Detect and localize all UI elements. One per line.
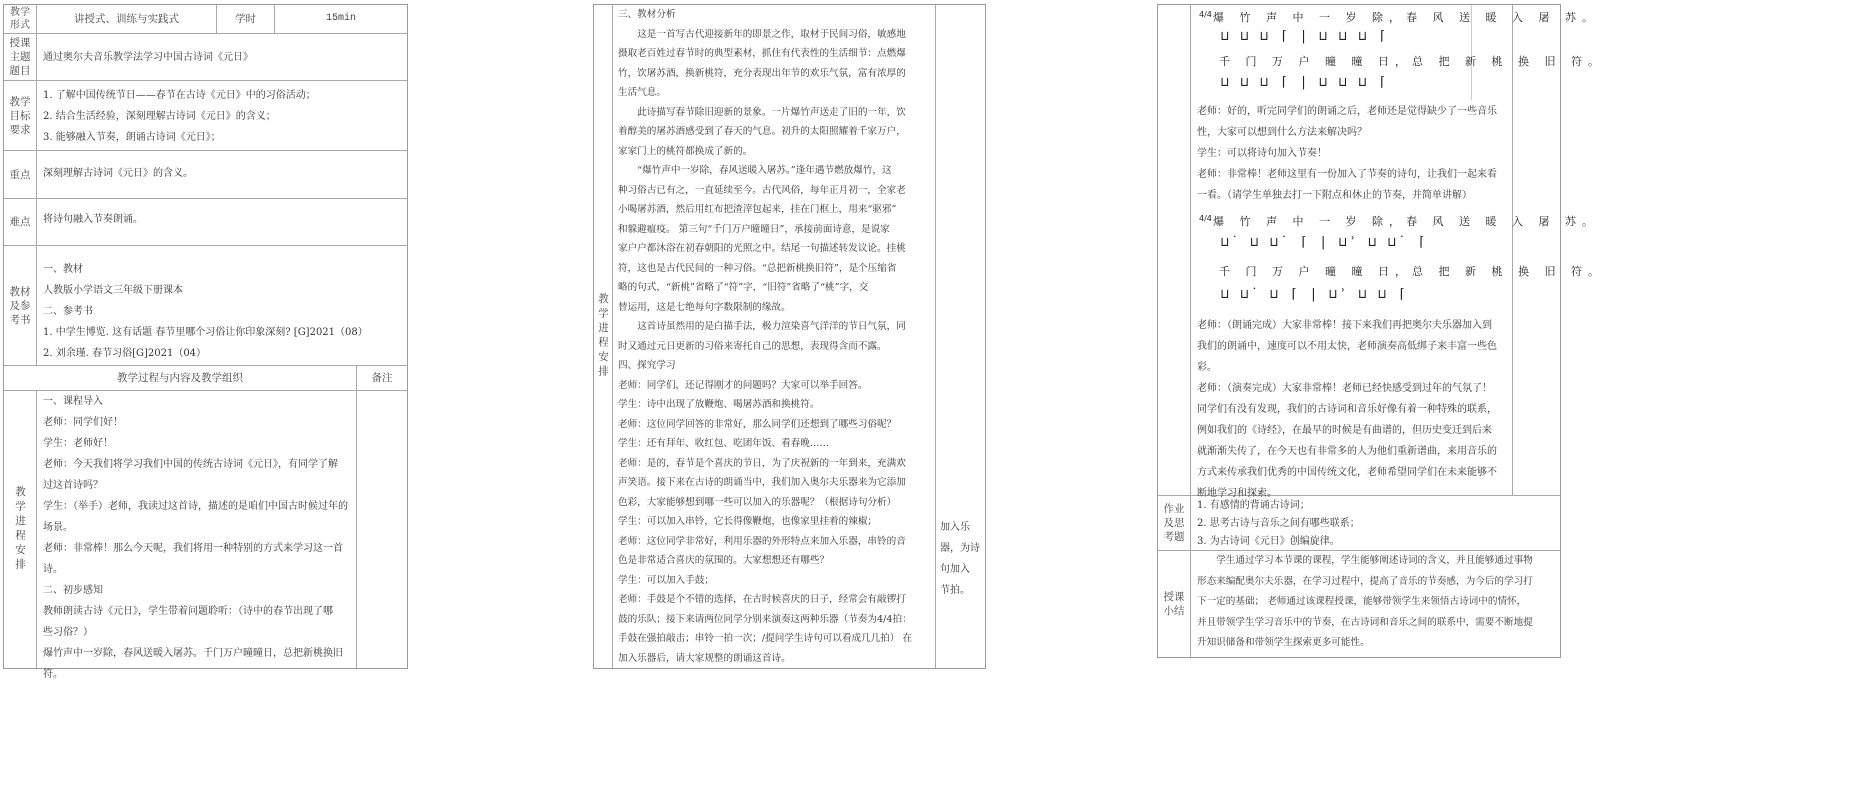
dialogue-line: 性，大家可以想到什么方法来解决吗？ [1197,127,1367,138]
goal-item: 3. 能够融入节奏，朗诵古诗词《元日》； [43,132,221,143]
analysis-line: 老师：这位同学非常好，利用乐器的外形特点来加入乐器，串铃的音 [618,535,906,547]
beat-line: ⊔˙ ⊔ ⊔˙ ⌈ | ⊔ʾ ⊔ ⊔˙ ⌈ [1221,235,1428,250]
dialogue-line: 学生：可以将诗句加入节奏！ [1197,148,1327,159]
goals-label: 教学 目标 要求 [4,81,37,151]
process-line: 一、课程导入 [43,396,103,407]
materials-line: 人教版小学语文三年级下册课本 [43,285,183,296]
remark-line: 节拍。 [940,585,970,596]
process-line: 教师朗读古诗《元日》，学生带着问题聆听：（诗中的春节出现了哪 [43,606,333,617]
goal-item: 1. 了解中国传统节日——春节在古诗《元日》中的习俗活动； [43,90,316,101]
analysis-line: 时又通过元日更新的习俗来寄托自己的思想，表现得含而不露。 [618,340,887,352]
materials-list [37,246,407,366]
process-line: 二、初步感知 [43,585,103,596]
process-line: 老师：同学们好！ [43,417,123,428]
analysis-line: “爆竹声中一岁除，春风送暖入屠苏。”逢年遇节燃放爆竹，这 [637,165,892,176]
middle-process-label [594,5,613,668]
process-line: 场景。 [43,522,73,533]
analysis-line: 三、教材分析 [618,9,676,20]
beat-line: ⊔ ⊔˙ ⊔ ⌈ | ⊔ʾ ⊔ ⊔ ⌈ [1221,287,1408,302]
dialogue-block-a [1191,101,1497,206]
analysis-line: 略的句式，“新桃”省略了“符”字，“旧符”省略了“桃”字，交 [618,282,869,293]
analysis-line: 色是非常适合喜庆的氛围的。大家想想还有哪些？ [618,555,830,566]
analysis-line: 替运用，这是七绝每句字数限制的缘故。 [618,301,791,313]
summary-label: 授课 小结 [1158,551,1191,657]
homework-item: 3. 为古诗词《元日》创编旋律。 [1197,536,1340,547]
analysis-line: 声笑语。接下来在古诗的朗诵当中，我们加入奥尔夫乐器来为它添加 [618,477,906,488]
key-point-value: 深刻理解古诗词《元日》的含义。 [37,151,407,199]
analysis-line: 老师：手鼓是个不错的选择，在古时候喜庆的日子，经常会有敲锣打 [618,594,906,605]
dialogue-line: 老师：非常棒！老师这里有一份加入了节奏的诗句，让我们一起来看 [1197,169,1497,180]
topic-label: 授课 主题 题目 [4,34,37,81]
analysis-line: 这是一首写古代迎接新年的即景之作，取材于民间习俗，敏感地 [637,28,906,40]
right-content [1191,5,1605,499]
time-signature: 4/4 [1199,10,1212,19]
beat-line: ⊔ ⊔ ⊔ ⌈ | ⊔ ⊔ ⊔ ⌈ [1221,29,1389,44]
difficulty-value: 将诗句融入节奏朗诵。 [37,199,407,246]
analysis-line: 和躲避瘟疫。 第三句“千门万户曈曈日”，承接前面诗意，是说家 [618,223,890,235]
process-content [37,391,357,680]
dialogue-line: 方式来传承我们优秀的中国传统文化，老师希望同学们在未来能够不 [1197,467,1497,478]
lyric-line: 千 门 万 户 曈 曈 日，总 把 新 桃 换 旧 符。 [1219,55,1605,68]
homework-label: 作业 及思 考题 [1158,496,1191,551]
analysis-line: 摄取老百姓过春节时的典型素材，抓住有代表性的生活细节：点燃爆 [618,48,906,59]
process-label [4,391,37,668]
summary-text [1191,551,1560,657]
dialogue-line: 彩。 [1197,362,1217,373]
homework-item: 1. 有感情的背诵古诗词； [1197,500,1310,511]
dialogue-line: 我们的朗诵中，速度可以不用太快，老师演奏高低绑子来丰富一些色 [1197,341,1497,352]
lyric-line: 爆 竹 声 中 一 岁 除，春 风 送 暖 入 屠 苏。 [1213,215,1599,228]
analysis-line: 着醇美的屠苏酒感受到了春天的气息。初升的太阳照耀着千家万户， [618,126,906,137]
analysis-line: 学生：可以加入串铃，它长得像鞭炮，也像家里挂着的辣椒； [618,516,878,527]
time-signature: 4/4 [1199,214,1212,223]
middle-page [593,4,986,669]
homework-item: 2. 思考古诗与音乐之间有哪些联系； [1197,518,1360,529]
summary-line: 学生通过学习本节课的课程，学生能够阐述诗词的含义，并且能够通过事物 [1216,555,1533,566]
left-page [3,4,408,680]
summary-line: 升知识储备和带领学生探索更多可能性。 [1197,637,1370,648]
process-line: 诗。 [43,564,63,575]
materials-line: 2. 刘余瑾. 春节习俗[G]2021（04） [43,348,207,359]
teaching-form-label: 教学 形式 [4,5,37,34]
right-page [1157,4,1605,658]
process-line: 学生：（举手）老师，我读过这首诗，描述的是咱们中国古时候过年的 [43,501,348,512]
beat-line: ⊔ ⊔ ⊔ ⌈ | ⊔ ⊔ ⊔ ⌈ [1221,75,1389,90]
analysis-line: 这首诗虽然用的是白描手法，极力渲染喜气洋洋的节日气氛，同 [637,321,906,332]
dialogue-line: 一看。（请学生单独去打一下附点和休止的节奏，并简单讲解） [1197,190,1472,201]
dialogue-line: 例如我们的《诗经》，在最早的时候是有曲谱的，但历史变迁到后来 [1197,425,1492,436]
right-label-col [1158,5,1191,496]
rhythm-notation-1 [1191,5,1605,100]
homework-list [1191,496,1560,551]
goals-list [37,81,407,151]
analysis-line: 符，这也是古代民间的一种习俗。“总把新桃换旧符”，是个压缩省 [618,262,897,274]
analysis-line: 竹，饮屠苏酒，换新桃符，充分表现出年节的欢乐气氛，富有浓厚的 [618,67,906,79]
analysis-line: 种习俗古已有之，一直延续至今。古代风俗，每年正月初一，全家老 [618,184,906,196]
process-line: 老师：非常棒！那么今天呢，我们将用一种特别的方式来学习这一首 [43,543,343,554]
analysis-line: 家家门上的桃符都换成了新的。 [618,145,753,157]
middle-remark [936,517,985,601]
materials-line: 二、参考书 [43,306,93,317]
dialogue-line: 就渐渐失传了，在今天也有非常多的人为他们重新谱曲，来用音乐的 [1197,446,1497,457]
remark-line: 器，为诗 [940,543,980,554]
key-point-label: 重点 [4,151,37,199]
process-line: 老师：今天我们将学习我们中国的传统古诗词《元日》，有同学了解 [43,459,338,470]
analysis-line: 此诗描写春节除旧迎新的景象。一片爆竹声送走了旧的一年，饮 [637,106,906,118]
middle-process-label-text: 教学进程安排 [597,293,609,380]
analysis-line: 家户户都沐浴在初春朝阳的光照之中。结尾一句描述转发议论。挂桃 [618,243,906,254]
dialogue-line: 老师：（朗诵完成）大家非常棒！接下来我们再把奥尔夫乐器加入到 [1197,320,1492,331]
process-line: 学生：老师好！ [43,438,113,449]
process-line: 爆竹声中一岁除，春风送暖入屠苏。千门万户曈曈日，总把新桃换旧 [43,648,343,659]
analysis-line: 老师：这位同学回答的非常好，那么同学们还想到了哪些习俗呢？ [618,418,897,430]
analysis-line: 四、探究学习 [618,360,676,371]
analysis-line: 学生：还有拜年、收红包、吃团年饭、看春晚…… [618,438,830,449]
analysis-line: 小喝屠苏酒，然后用红布把渣滓包起来，挂在门框上，用来“驱邪” [618,204,897,215]
analysis-line: 加入乐器后，请大家规整的朗诵这首诗。 [618,652,791,664]
right-remarks-cell [1513,5,1560,496]
dialogue-block-b [1191,315,1497,504]
materials-label: 教材 及参 考书 [4,246,37,366]
lyric-line: 爆 竹 声 中 一 岁 除，春 风 送 暖 入 屠 苏。 [1213,11,1599,24]
teaching-form-value: 讲授式、训练与实践式 [37,5,217,34]
dialogue-line: 老师：（演奏完成）大家非常棒！老师已经快感受到过年的气氛了！ [1197,383,1492,394]
process-line: 些习俗？） [43,627,93,638]
summary-line: 下一定的基础； 老师通过该课程授课，能够带领学生来领悟古诗词中的情怀， [1197,596,1527,607]
remarks-header: 备注 [357,366,407,391]
topic-value: 通过奥尔夫音乐教学法学习中国古诗词《元日》 [37,34,407,81]
analysis-line: 学生：可以加入手鼓； [618,574,714,586]
dialogue-line: 断地学习和探索。 [1197,488,1277,499]
analysis-line: 生活气息。 [618,87,666,98]
middle-content [613,5,936,668]
remark-line: 句加入 [940,564,970,575]
rhythm-notation-2 [1191,209,1605,314]
analysis-line: 老师：同学们，还记得刚才的问题吗？大家可以举手回答。 [618,379,868,391]
duration-label: 学时 [217,5,275,34]
dialogue-line: 同学们有没有发现，我们的古诗词和音乐好像有着一种特殊的联系， [1197,404,1497,415]
analysis-line: 色彩，大家能够想到哪一些可以加入的乐器呢？（根据诗句分析） [618,496,897,508]
remark-line: 加入乐 [940,522,970,533]
summary-line: 并且带领学生学习音乐中的节奏，在古诗词和音乐之间的联系中，需要不断地提 [1197,616,1533,628]
process-line: 过这首诗吗？ [43,480,103,491]
process-label-text: 教学进程安排 [14,486,26,573]
materials-line: 一、教材 [43,264,83,275]
remarks-cell [357,391,407,668]
summary-line: 形态来编配奥尔夫乐器，在学习过程中，提高了音乐的节奏感，为今后的学习打 [1197,575,1533,587]
analysis-line: 老师：是的，春节是个喜庆的节日，为了庆祝新的一年到来，充满欢 [618,457,906,469]
analysis-line: 手鼓在强拍敲击；串铃一拍一次；/提问学生诗句可以看成几几拍） 在 [618,633,913,644]
dialogue-line: 老师：好的，听完同学们的朗诵之后，老师还是觉得缺少了一些音乐 [1197,106,1497,117]
lyric-line: 千 门 万 户 曈 曈 日，总 把 新 桃 换 旧 符。 [1219,265,1605,278]
process-header: 教学过程与内容及教学组织 [4,366,357,391]
process-line: 符。 [43,669,63,680]
materials-line: 1. 中学生博览. 这有话题 春节里哪个习俗让你印象深刻? [G]2021（08） [43,327,368,338]
goal-item: 2. 结合生活经验，深刻理解古诗词《元日》的含义； [43,111,276,122]
analysis-line: 鼓的乐队；接下来请两位同学分别来演奏这两种乐器（节奏为4/4拍： [618,613,912,625]
difficulty-label: 难点 [4,199,37,246]
analysis-line: 学生：诗中出现了放鞭炮、喝屠苏酒和换桃符。 [618,399,820,410]
duration-value: 15min [275,5,407,34]
